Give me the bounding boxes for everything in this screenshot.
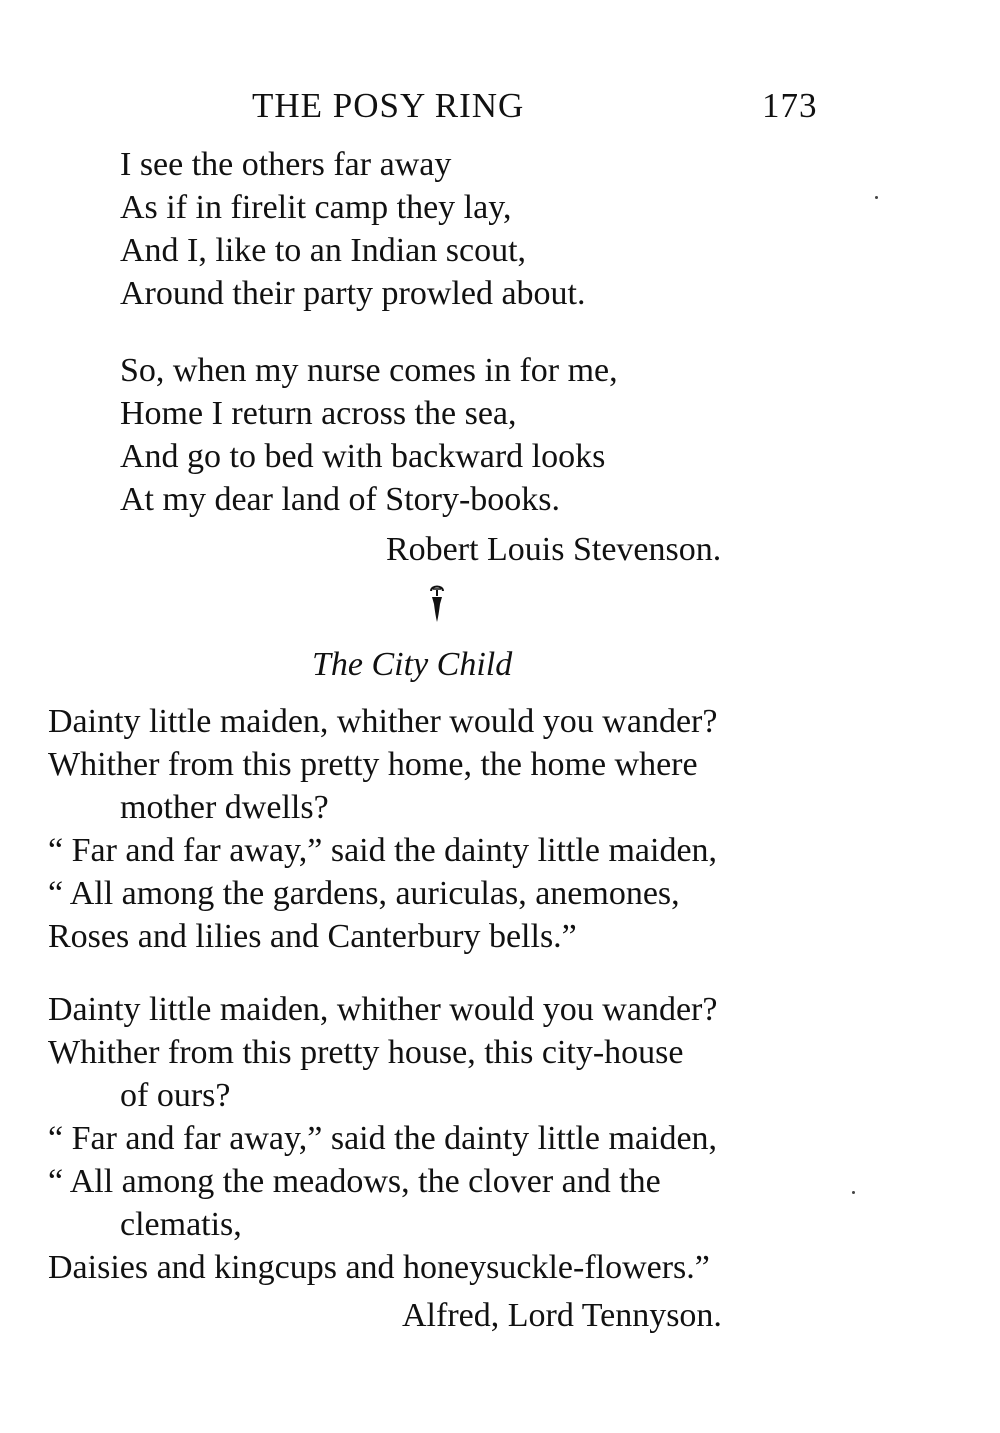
poem-line: At my dear land of Story-books. <box>120 481 561 518</box>
poem-line: And go to bed with backward looks <box>120 438 606 475</box>
poem-line: “ All among the meadows, the clover and the <box>48 1163 661 1200</box>
poem-line: Around their party prowled about. <box>120 275 586 312</box>
poem-title: The City Child <box>312 646 513 683</box>
acorn-ornament-icon <box>424 582 450 624</box>
page-number: 173 <box>762 86 818 125</box>
poem-line: mother dwells? <box>120 789 329 826</box>
poem-line: I see the others far away <box>120 146 452 183</box>
poem-line: And I, like to an Indian scout, <box>120 232 527 269</box>
scan-speck <box>875 196 878 199</box>
poem-line: Whither from this pretty home, the home where <box>48 746 698 783</box>
poem-line: of ours? <box>120 1077 231 1114</box>
poem-line: clematis, <box>120 1206 242 1243</box>
poem-line: Whither from this pretty house, this city-house <box>48 1034 684 1071</box>
running-title: THE POSY RING <box>252 86 525 125</box>
poem-line: Roses and lilies and Canterbury bells.” <box>48 918 577 955</box>
scan-speck <box>852 1191 855 1194</box>
poem-line: Daisies and kingcups and honeysuckle-flowers.” <box>48 1249 710 1286</box>
poem-line: “ Far and far away,” said the dainty little maiden, <box>48 832 718 869</box>
poem-author: Robert Louis Stevenson. <box>386 531 722 568</box>
poem-author: Alfred, Lord Tennyson. <box>402 1297 722 1334</box>
poem-line: Dainty little maiden, whither would you wander? <box>48 991 718 1028</box>
poem-line: “ Far and far away,” said the dainty little maiden, <box>48 1120 718 1157</box>
poem-line: So, when my nurse comes in for me, <box>120 352 618 389</box>
poem-line: “ All among the gardens, auriculas, anemones, <box>48 875 680 912</box>
poem-line: Dainty little maiden, whither would you wander? <box>48 703 718 740</box>
poem-line: As if in firelit camp they lay, <box>120 189 512 226</box>
poem-line: Home I return across the sea, <box>120 395 517 432</box>
